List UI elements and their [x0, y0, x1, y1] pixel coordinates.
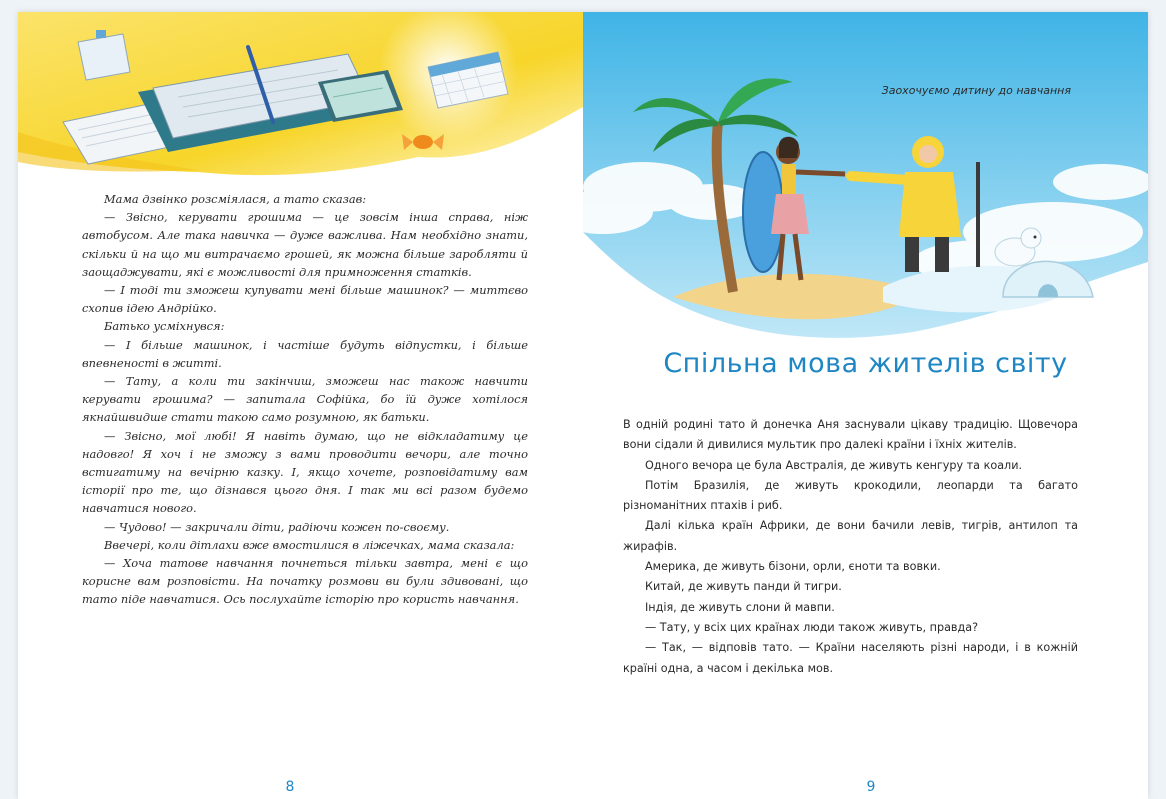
paragraph: Мама дзвінко розсміялася, а тато сказав:	[104, 192, 367, 206]
paragraph: Далі кілька країн Африки, де вони бачили левів, тигрів, антилоп та жирафів.	[623, 519, 1078, 553]
left-page	[18, 12, 583, 799]
section-kicker: Заохочуємо дитину до навчання	[881, 84, 1071, 97]
paragraph: Ввечері, коли дітлахи вже вмостилися в ліжечках, мама сказала:	[104, 537, 515, 552]
paragraph: — Тату, у всіх цих країнах люди також живуть, правда?	[645, 620, 979, 634]
paragraph: — Звісно, керувати грошима — це зовсім інша справа, ніж автобусом. Але така навичка — дуже важлива. Нам необхідно знати, скільки й на що ми витрачаємо грошей, як можна більше заробляти й заощаджувати, які є можливості для примноження статків.	[82, 210, 528, 279]
world-friends-illustration	[583, 12, 1148, 347]
desk-papers-illustration	[18, 12, 583, 182]
paragraph: Потім Бразилія, де живуть крокодили, леопарди та багато різноманітних птахів і риб.	[623, 478, 1078, 513]
paragraph: Індія, де живуть слони й мавпи.	[645, 600, 835, 614]
paragraph: В одній родині тато й донечка Аня заснували цікаву традицію. Щовечора вони сідали й дивилися мультик про далекі країни і їхніх жителів.	[623, 418, 1078, 452]
paragraph: — Тату, а коли ти закінчиш, зможеш нас також навчити керувати грошима? — запитала Софійка, бо їй дуже хотілося якнайшвидше стати такою само розумною, як батьки.	[82, 374, 528, 425]
page-number: 9	[866, 779, 876, 795]
paragraph: — Звісно, мої любі! Я навіть думаю, що не відкладатиму це надовго! Я хоч і не зможу з вами проводити вечори, але точно встигатиму на вечірню казку. І, якщо хочете, розповідатиму вам історії про те, що дізнався цього дня. І так ми всі разом будемо навчатися нового.	[82, 428, 528, 516]
paragraph: — Так, — відповів тато. — Країни населяють різні народи, і в кожній країні одна, а часом і декілька мов.	[623, 641, 1078, 675]
page-number: 8	[285, 779, 295, 795]
right-page-body	[623, 415, 1078, 679]
book-spread	[18, 12, 1148, 799]
paragraph: Одного вечора це була Австралія, де живуть кенгуру та коали.	[645, 458, 1023, 472]
paragraph: Батько усміхнувся:	[104, 319, 225, 334]
right-page	[583, 12, 1148, 799]
paragraph: — Хоча татове навчання почнеться тільки завтра, мені є що корисне вам розповісти. На початку розмови ви були здивовані, що тато піде навчатися. Ось послухайте історію про користь навчання.	[82, 556, 528, 607]
left-page-body	[82, 190, 528, 609]
paragraph: Америка, де живуть бізони, орли, єноти та вовки.	[645, 560, 941, 574]
chapter-title: Спільна мова жителів світу	[663, 348, 1068, 379]
paragraph: — І більше машинок, і частіше будуть відпустки, і більше впевненості в житті.	[82, 337, 528, 370]
paragraph: — Чудово! — закричали діти, радіючи кожен по-своєму.	[104, 519, 450, 534]
paragraph: — І тоді ти зможеш купувати мені більше машинок? — миттєво схопив ідею Андрійко.	[82, 283, 528, 316]
paragraph: Китай, де живуть панди й тигри.	[645, 580, 842, 594]
